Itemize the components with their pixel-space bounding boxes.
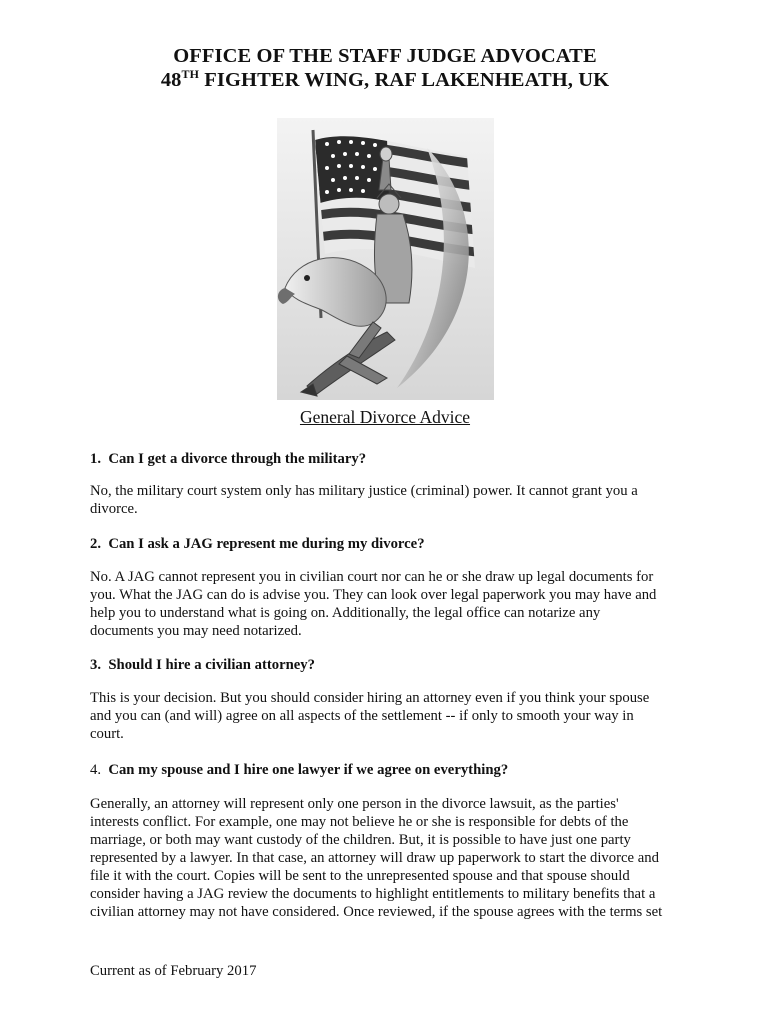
answer-3-line: court. <box>90 726 124 742</box>
question-1-number: 1. <box>90 451 102 467</box>
answer-2-line: help you to understand what is going on. Additionally, the legal office can notarize any <box>90 605 601 621</box>
answer-1 <box>90 482 690 518</box>
answer-2-line: No. A JAG cannot represent you in civilian court nor can he or she draw up legal documents for <box>90 569 654 585</box>
answer-2-line: documents you may need notarized. <box>90 623 302 639</box>
answer-4-line: consider having a JAG review the documents to highlight entitlements to military benefits that a <box>90 886 656 902</box>
answer-4-line: civilian attorney may not have considered. Once reviewed, if the spouse agrees with the terms set <box>90 904 663 920</box>
answer-4-line: marriage, or both may want custody of the children. But, it is possible to have just one party <box>90 832 631 848</box>
patriotic-emblem-image <box>277 118 494 400</box>
footer-date: Current as of February 2017 <box>90 963 257 979</box>
answer-1-line: divorce. <box>90 501 138 517</box>
answer-4 <box>90 795 690 921</box>
answer-4-line: represented by a lawyer. In that case, an attorney will draw up paperwork to start the divorce and <box>90 850 659 866</box>
question-3-number: 3. <box>90 657 102 673</box>
answer-4-line: interests conflict. For example, one may not believe he or she is responsible for debts of the <box>90 814 629 830</box>
question-2-number: 2. <box>90 536 102 552</box>
question-1-text: Can I get a divorce through the military? <box>108 451 367 467</box>
question-1 <box>90 450 690 468</box>
question-4-number: 4. <box>90 762 102 778</box>
answer-3-line: and you can (and will) agree on all aspects of the settlement -- if only to smooth your way in <box>90 708 634 724</box>
answer-2 <box>90 568 690 640</box>
question-2-text: Can I ask a JAG represent me during my divorce? <box>108 536 425 552</box>
header-wing-rest: FIGHTER WING, RAF LAKENHEATH, UK <box>199 69 610 91</box>
document-title: General Divorce Advice <box>299 407 471 427</box>
header-wing-ordinal: TH <box>181 67 200 81</box>
answer-3-line: This is your decision. But you should consider hiring an attorney even if you think your spouse <box>90 690 650 706</box>
answer-4-line: file it with the court. Copies will be sent to the unrepresented spouse and that spouse should <box>90 868 630 884</box>
header-wing-number: 48 <box>160 69 182 91</box>
answer-4-line: Generally, an attorney will represent only one person in the divorce lawsuit, as the parties' <box>90 796 619 812</box>
question-2 <box>90 535 690 553</box>
header-office-title: OFFICE OF THE STAFF JUDGE ADVOCATE <box>173 45 597 67</box>
header-wing-title <box>0 68 770 92</box>
answer-1-line: No, the military court system only has military justice (criminal) power. It cannot grant you a <box>90 483 638 499</box>
answer-3 <box>90 689 690 743</box>
question-4 <box>90 761 690 779</box>
question-3-text: Should I hire a civilian attorney? <box>108 657 315 673</box>
question-3 <box>90 656 690 674</box>
question-4-text: Can my spouse and I hire one lawyer if we agree on everything? <box>108 762 509 778</box>
answer-2-line: you. What the JAG can do is advise you. They can look over legal paperwork you may have and <box>90 587 657 603</box>
